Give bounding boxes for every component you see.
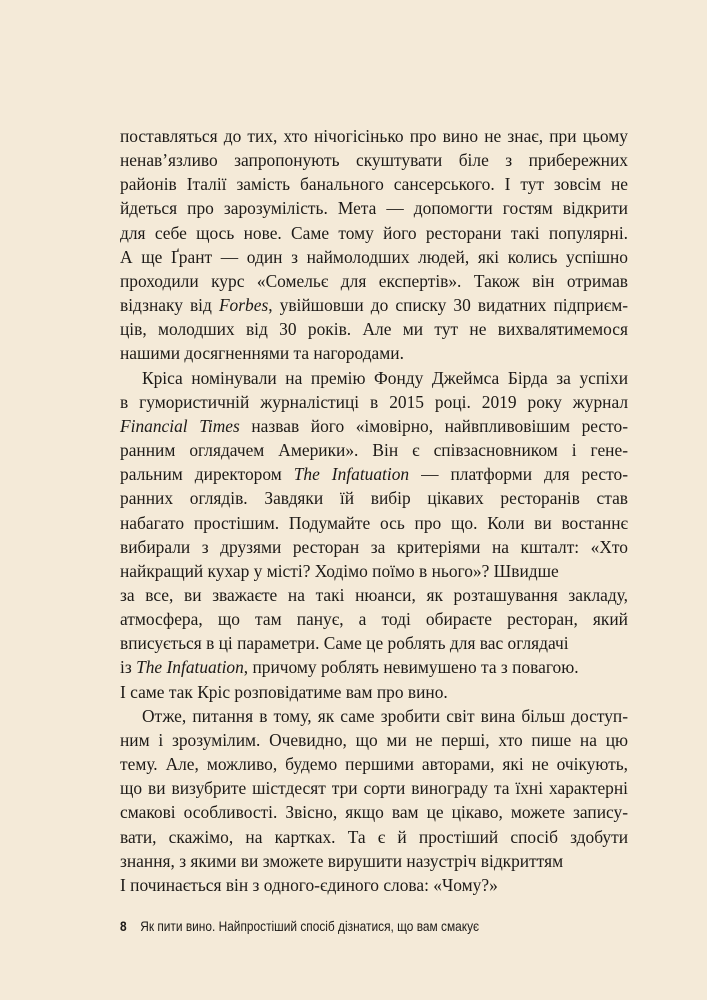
text-line bbox=[120, 366, 628, 390]
paragraph bbox=[120, 366, 628, 704]
body-text bbox=[120, 124, 628, 897]
text-segment: поставляться до тих, хто нічогісінько про вино не знає, при цьому bbox=[120, 126, 628, 146]
text-segment: Отже, питання в тому, як саме зробити світ вина більш доступ- bbox=[142, 705, 628, 726]
text-line bbox=[120, 124, 628, 148]
text-line bbox=[120, 269, 628, 293]
text-line bbox=[120, 317, 628, 341]
text-line bbox=[120, 704, 628, 728]
paragraph bbox=[120, 704, 628, 897]
text-line bbox=[120, 849, 628, 873]
text-line bbox=[120, 800, 628, 824]
text-line bbox=[120, 583, 628, 607]
text-segment: ненав’язливо запропонують скуштувати біле з прибережних bbox=[120, 150, 628, 171]
text-line bbox=[120, 486, 628, 510]
text-line bbox=[120, 776, 628, 800]
text-segment: А ще Ґрант — один з наймолодших людей, які колись успішно bbox=[120, 246, 628, 267]
running-title: Як пити вино. Найпростіший спосіб дізнатися, що вам смакує bbox=[140, 918, 480, 934]
text-line bbox=[120, 607, 628, 631]
text-line bbox=[120, 148, 628, 172]
text-segment: назвав його «імовірно, найвпливовішим ресто- bbox=[239, 415, 628, 436]
paragraph bbox=[120, 124, 628, 366]
text-line bbox=[120, 728, 628, 752]
text-line bbox=[120, 873, 628, 897]
text-line bbox=[120, 245, 628, 269]
text-segment: нашими досягненнями та нагородами. bbox=[120, 343, 404, 364]
text-segment: смакові особливості. Звісно, якщо вам це цікаво, можете запису- bbox=[120, 802, 628, 823]
text-segment: І починається він з одного-єдиного слова: «Чому?» bbox=[120, 874, 498, 895]
text-line bbox=[120, 825, 628, 849]
italic-title: The Infatuation bbox=[293, 464, 410, 485]
text-segment: , причому роблять невимушено та з повагою. bbox=[243, 657, 579, 678]
text-line bbox=[120, 293, 628, 317]
text-line bbox=[120, 680, 628, 704]
text-segment: за все, ви зважаєте на такі нюанси, як розташування закладу, bbox=[120, 584, 628, 605]
text-line bbox=[120, 511, 628, 535]
text-segment: атмосфера, що там панує, а тоді обираєте ресторан, який bbox=[120, 609, 628, 630]
text-segment: найкращий кухар у місті? Ходімо поїмо в нього»? Швидше bbox=[120, 560, 559, 581]
text-segment: ців, молодших від 30 років. Але ми тут не вихвалятимемося bbox=[120, 319, 628, 340]
text-line bbox=[120, 462, 628, 486]
text-segment: ранним оглядачем Америки». Він є співзасновником і гене- bbox=[120, 440, 628, 461]
text-line bbox=[120, 631, 628, 655]
text-line bbox=[120, 438, 628, 462]
text-segment: вписується в ці параметри. Саме це роблять для вас оглядачі bbox=[120, 633, 569, 654]
italic-title: Financial Times bbox=[120, 415, 240, 436]
text-segment: для себе щось нове. Саме тому його ресторани такі популярні. bbox=[120, 222, 628, 243]
text-segment: тему. Але, можливо, будемо першими авторами, які не очікують, bbox=[120, 754, 628, 775]
text-line bbox=[120, 655, 628, 679]
text-line bbox=[120, 414, 628, 438]
text-segment: районів Італії замість банального сансерського. І тут зовсім не bbox=[120, 174, 628, 195]
text-line bbox=[120, 390, 628, 414]
text-segment: ним і зрозумілим. Очевидно, що ми не перші, хто пише на цю bbox=[120, 729, 628, 750]
text-segment: — платформи для ресто- bbox=[409, 464, 628, 485]
text-segment: Кріса номінували на премію Фонду Джеймса Бірда за успіхи bbox=[142, 367, 628, 388]
italic-title: Forbes bbox=[218, 295, 269, 316]
text-segment: відзнаку від bbox=[120, 295, 219, 316]
text-segment: вати, скажімо, на картках. Та є й простіший спосіб здобути bbox=[120, 826, 628, 847]
text-line bbox=[120, 172, 628, 196]
text-line bbox=[120, 752, 628, 776]
text-line bbox=[120, 221, 628, 245]
text-segment: знання, з якими ви зможете вирушити назустріч відкриттям bbox=[120, 850, 564, 871]
text-line bbox=[120, 535, 628, 559]
text-line bbox=[120, 196, 628, 220]
italic-title: The Infatuation bbox=[136, 657, 244, 678]
text-segment: із bbox=[120, 657, 137, 678]
text-segment: йдеться про зарозумілість. Мета — допомогти гостям відкрити bbox=[120, 198, 628, 219]
text-line bbox=[120, 559, 628, 583]
text-segment: проходили курс «Сомельє для експертів». Також він отримав bbox=[120, 270, 628, 291]
text-segment: ральним директором bbox=[120, 464, 294, 485]
text-segment: вибирали з друзями ресторан за критеріями на кшталт: «Хто bbox=[120, 536, 628, 557]
text-segment: І саме так Кріс розповідатиме вам про вино. bbox=[120, 681, 448, 702]
text-segment: що ви визубрите шістдесят три сорти винограду та їхні характерні bbox=[120, 778, 628, 799]
text-segment: набагато простішим. Подумайте ось про що. Коли ви востаннє bbox=[120, 512, 628, 533]
page-footer bbox=[120, 918, 479, 934]
text-segment: в гумористичній журналістиці в 2015 році. 2019 року журнал bbox=[120, 391, 628, 412]
text-segment: , увійшовши до списку 30 видатних підприєм- bbox=[268, 295, 628, 316]
text-line bbox=[120, 341, 628, 365]
text-segment: ранних оглядів. Завдяки їй вибір цікавих ресторанів став bbox=[120, 488, 628, 509]
page-number: 8 bbox=[120, 918, 127, 934]
